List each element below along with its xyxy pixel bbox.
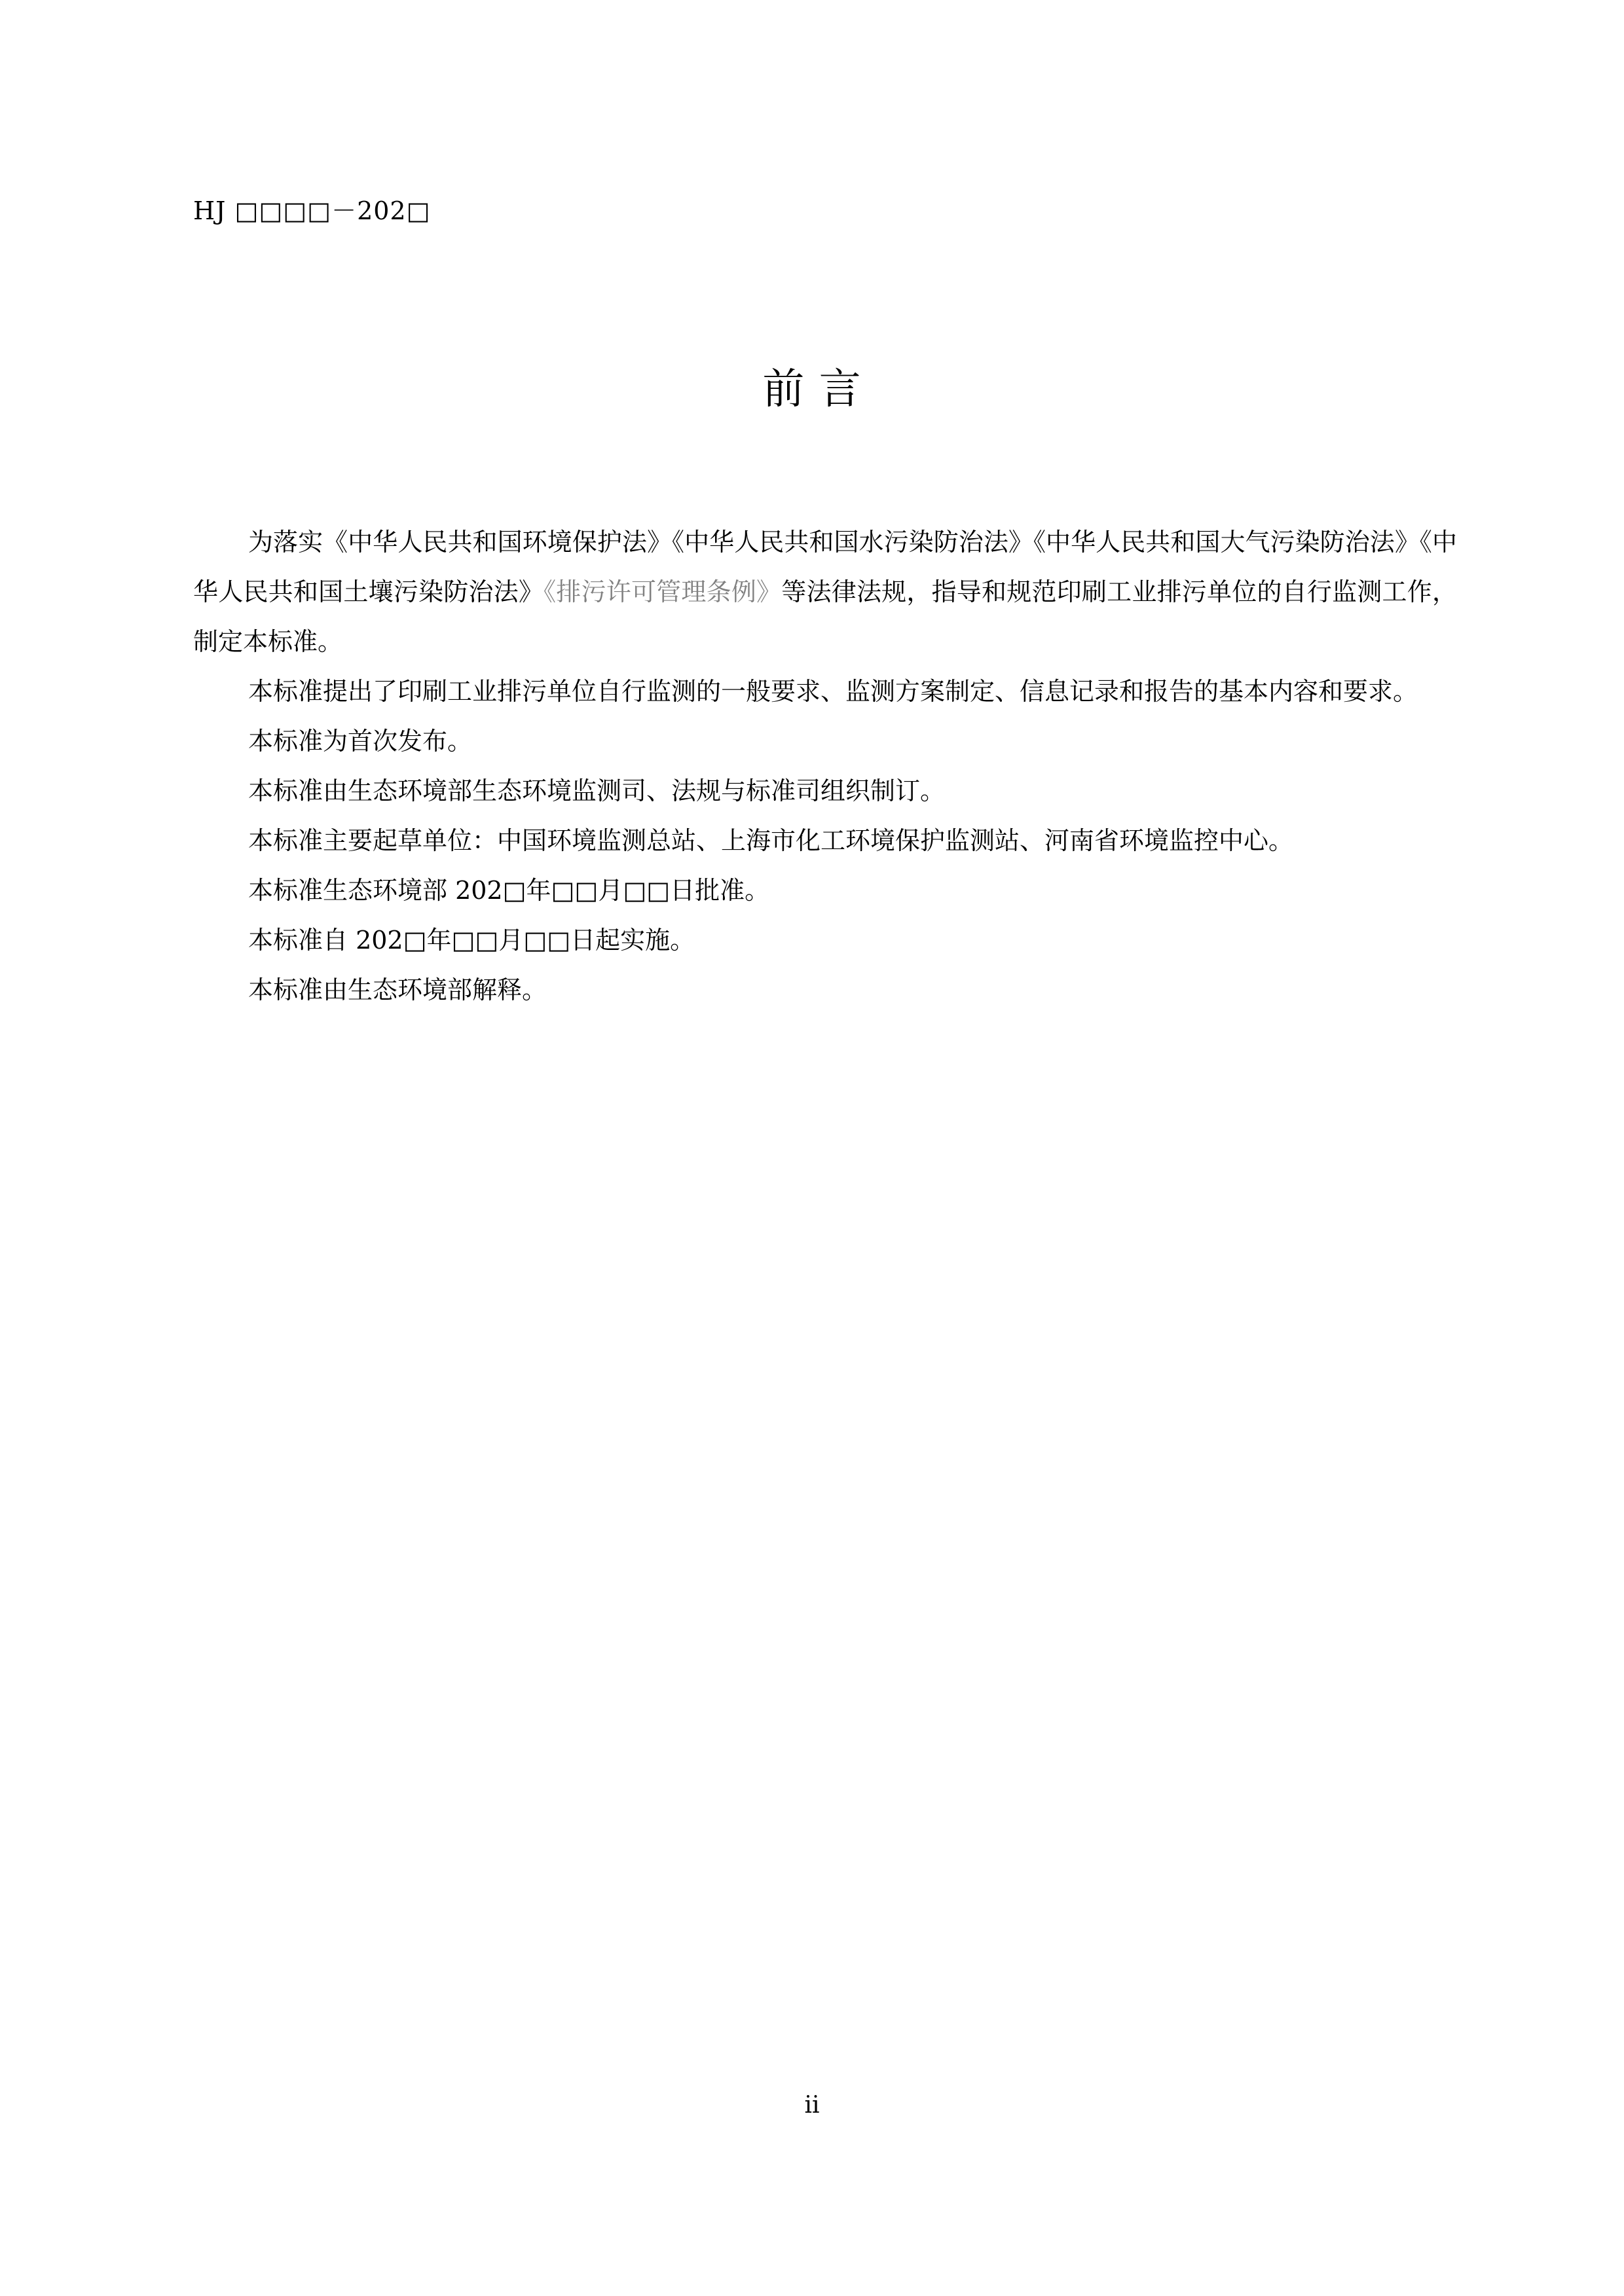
paragraph-organizer: 本标准由生态环境部生态环境监测司、法规与标准司组织制订。 <box>248 776 946 805</box>
paragraph-legal-basis <box>193 517 1457 666</box>
page-title: 前 言 <box>762 365 862 414</box>
standard-code-header: HJ □□□□－202□ <box>193 196 431 225</box>
paragraph-interpretation: 本标准由生态环境部解释。 <box>248 975 547 1004</box>
permit-regulation-reference: 《排污许可管理条例》 <box>544 577 782 606</box>
paragraph-drafting-units: 本标准主要起草单位：中国环境监测总站、上海市化工环境保护监测站、河南省环境监控中心。 <box>248 826 1294 855</box>
legal-basis-purpose-text: 等法律法规，指导和规范印刷工业排污单位的自行监测工作，制定本标准。 <box>193 577 1457 656</box>
paragraph-approval-date: 本标准生态环境部 202□年□□月□□日批准。 <box>248 876 770 905</box>
paragraph-scope: 本标准提出了印刷工业排污单位自行监测的一般要求、监测方案制定、信息记录和报告的基本内容和要求。 <box>248 677 1418 706</box>
paragraph-first-release: 本标准为首次发布。 <box>248 727 473 756</box>
page-number: ii <box>804 2092 820 2119</box>
legal-basis-text: 为落实《中华人民共和国环境保护法》《中华人民共和国水污染防治法》《中华人民共和国大气污染防治法》《中华人民共和国土壤污染防治法》 <box>193 528 1457 606</box>
paragraph-effective-date: 本标准自 202□年□□月□□日起实施。 <box>248 926 695 955</box>
preface-body <box>193 517 1457 1015</box>
